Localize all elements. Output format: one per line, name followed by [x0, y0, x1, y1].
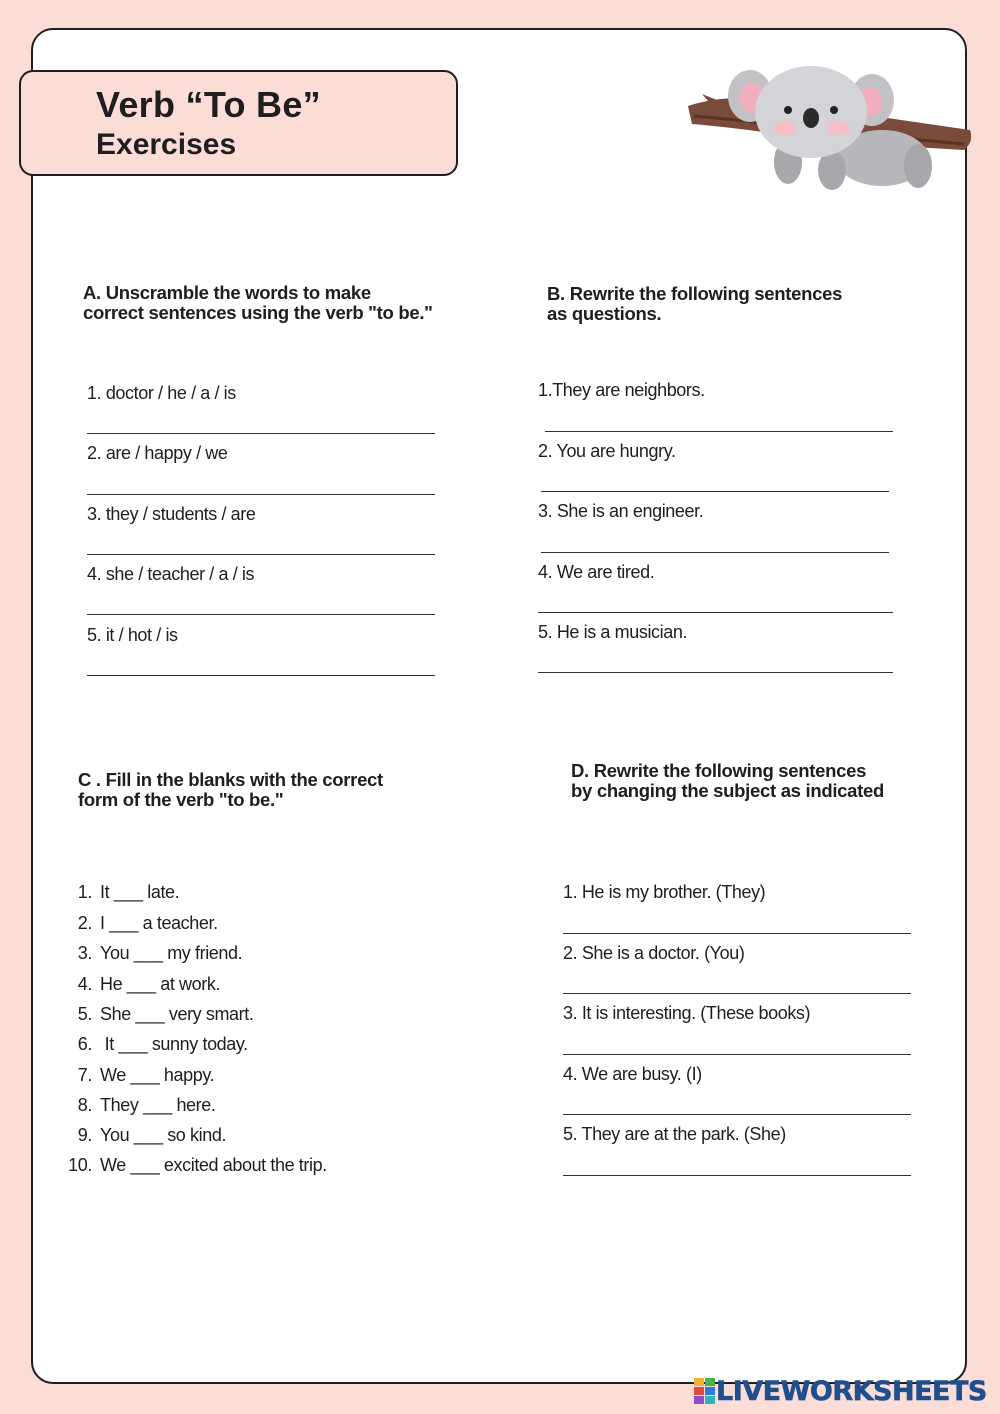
section-c-item-4	[62, 974, 220, 995]
section-c-number-6: 6.	[77, 1034, 92, 1054]
section-c-number-3: 3.	[77, 943, 92, 963]
section-c-text-7: We ___ happy.	[100, 1065, 215, 1085]
section-c-item-3	[62, 943, 242, 964]
section-d-item-1: 1. He is my brother. (They)	[563, 882, 766, 902]
section-b-heading	[547, 284, 842, 324]
section-d-answer-line-1[interactable]	[563, 933, 911, 934]
koala-icon	[682, 58, 974, 198]
section-a-item-4: 4. she / teacher / a / is	[87, 564, 255, 584]
liveworksheets-blocks-icon	[694, 1378, 716, 1404]
section-c-number-8: 8.	[77, 1095, 92, 1115]
section-c-text-9: You ___ so kind.	[100, 1125, 227, 1145]
section-b-item-3: 3. She is an engineer.	[538, 501, 704, 521]
section-a-heading-line-2: correct sentences using the verb "to be."	[83, 302, 433, 323]
section-a-answer-line-3[interactable]	[87, 554, 435, 555]
title-box	[19, 70, 458, 176]
section-a-answer-line-5[interactable]	[87, 675, 435, 676]
section-c-text-4: He ___ at work.	[100, 974, 221, 994]
section-a-item-2: 2. are / happy / we	[87, 443, 228, 463]
liveworksheets-wordmark: LIVEWORKSHEETS	[716, 1375, 987, 1407]
section-a-answer-line-2[interactable]	[87, 494, 435, 495]
section-b-answer-line-3[interactable]	[541, 552, 889, 553]
section-b-item-5: 5. He is a musician.	[538, 622, 688, 642]
section-d-item-4: 4. We are busy. (I)	[563, 1064, 702, 1084]
section-c-item-2	[62, 913, 218, 934]
section-c-item-9	[62, 1125, 226, 1146]
section-c-heading-line-1: C . Fill in the blanks with the correct	[78, 769, 383, 790]
section-c-item-5	[62, 1004, 253, 1025]
section-d-item-5: 5. They are at the park. (She)	[563, 1124, 786, 1144]
section-d-answer-line-4[interactable]	[563, 1114, 911, 1115]
section-b-item-4: 4. We are tired.	[538, 562, 655, 582]
section-d-heading-line-2: by changing the subject as indicated	[571, 780, 885, 801]
section-d-heading	[571, 761, 884, 801]
section-c-item-1	[62, 882, 179, 903]
section-c-number-7: 7.	[77, 1065, 92, 1085]
section-c-item-7	[62, 1065, 214, 1086]
section-c-number-1: 1.	[77, 882, 92, 902]
section-d-answer-line-3[interactable]	[563, 1054, 911, 1055]
section-c-text-2: I ___ a teacher.	[100, 913, 218, 933]
section-d-answer-line-5[interactable]	[563, 1175, 911, 1176]
section-c-item-8	[62, 1095, 215, 1116]
section-c-number-2: 2.	[77, 913, 92, 933]
section-b-answer-line-2[interactable]	[541, 491, 889, 492]
section-a-item-1: 1. doctor / he / a / is	[87, 383, 236, 403]
liveworksheets-logo	[694, 1376, 987, 1406]
section-b-item-1: 1.They are neighbors.	[538, 380, 705, 400]
section-c-text-6: It ___ sunny today.	[100, 1034, 248, 1054]
section-a-answer-line-1[interactable]	[87, 433, 435, 434]
section-d-heading-line-1: D. Rewrite the following sentences	[571, 760, 867, 781]
section-c-heading	[78, 770, 383, 810]
section-a-item-3: 3. they / students / are	[87, 504, 256, 524]
section-a-answer-line-4[interactable]	[87, 614, 435, 615]
section-c-item-6	[62, 1034, 248, 1055]
section-b-answer-line-5[interactable]	[538, 672, 893, 673]
section-a-item-5: 5. it / hot / is	[87, 625, 178, 645]
section-b-answer-line-4[interactable]	[538, 612, 893, 613]
section-a-heading-line-1: A. Unscramble the words to make	[83, 282, 371, 303]
section-b-answer-line-1[interactable]	[545, 431, 893, 432]
page-title: Verb “To Be”	[96, 84, 321, 125]
section-c-number-10: 10.	[68, 1155, 92, 1175]
section-c-heading-line-2: form of the verb "to be."	[78, 789, 284, 810]
section-c-text-8: They ___ here.	[100, 1095, 216, 1115]
section-d-answer-line-2[interactable]	[563, 993, 911, 994]
section-b-heading-line-1: B. Rewrite the following sentences	[547, 283, 843, 304]
section-c-text-3: You ___ my friend.	[100, 943, 243, 963]
section-b-item-2: 2. You are hungry.	[538, 441, 676, 461]
section-d-item-3: 3. It is interesting. (These books)	[563, 1003, 811, 1023]
section-c-text-5: She ___ very smart.	[100, 1004, 254, 1024]
section-c-number-9: 9.	[77, 1125, 92, 1145]
section-c-item-10	[62, 1155, 327, 1176]
section-c-number-5: 5.	[77, 1004, 92, 1024]
section-c-text-1: It ___ late.	[100, 882, 180, 902]
section-b-heading-line-2: as questions.	[547, 303, 662, 324]
section-c-text-10: We ___ excited about the trip.	[100, 1155, 327, 1175]
worksheet-page	[31, 28, 967, 1384]
page-subtitle: Exercises	[96, 128, 237, 161]
section-d-item-2: 2. She is a doctor. (You)	[563, 943, 745, 963]
section-c-number-4: 4.	[77, 974, 92, 994]
section-a-heading	[83, 283, 433, 323]
